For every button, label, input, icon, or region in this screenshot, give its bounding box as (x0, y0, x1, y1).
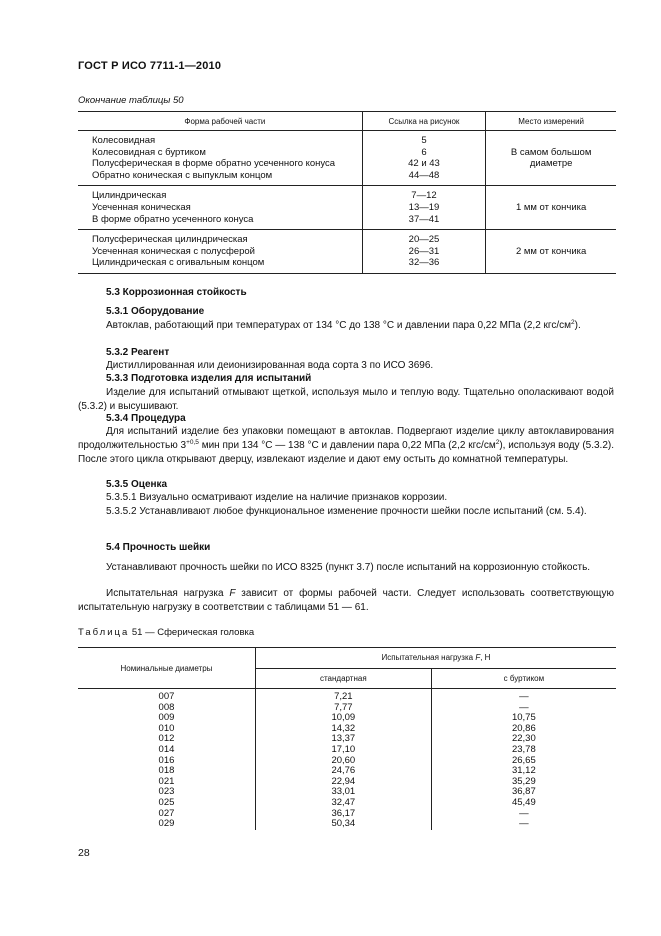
collar-load-cell: — (519, 807, 529, 819)
collar-load-cell: 20,86 (511, 722, 536, 734)
caption-text: 51 — Сферическая головка (129, 627, 255, 638)
place-cell: диаметре (529, 158, 573, 170)
diameter-cell: 010 (158, 722, 175, 734)
collar-load-cell: — (519, 701, 529, 713)
diameter-cell: 012 (158, 733, 175, 745)
form-cell: Усеченная коническая с полусферой (92, 245, 255, 257)
col-header-place: Место измерений (486, 112, 616, 131)
subsection-heading-5-3-4: 5.3.4 Процедура (106, 413, 186, 424)
text-span: Автоклав, работающий при температурах от 134 °С до 138 °С и давлении пара 0,22 МПа (2,2 кгс/см (106, 320, 572, 331)
section-heading-5-3: 5.3 Коррозионная стойкость (106, 287, 247, 298)
ref-cell: 37—41 (408, 213, 440, 225)
paragraph-5-3-2: Дистиллированная или деионизированная вода сорта 3 по ИСО 3696. (106, 360, 434, 371)
collar-column (431, 689, 616, 830)
col-header-collar: с буртиком (431, 668, 616, 689)
col-header-diameters: Номинальные диаметры (78, 648, 255, 689)
text-span: мин при 134 °С — 138 °С и давлении пара 0,22 МПа (2,2 кгс/см (198, 440, 496, 451)
standard-load-cell: 36,17 (331, 807, 356, 819)
standard-load-cell: 10,09 (331, 712, 356, 724)
standard-load-cell: 33,01 (331, 786, 356, 798)
diameter-cell: 018 (158, 765, 175, 777)
form-cell: Усеченная коническая (92, 201, 191, 213)
diameter-cell: 014 (158, 743, 175, 755)
caption-word: Таблица (78, 627, 130, 638)
text-span: ), используя воду (5.3.2). После этого цикла открывают дверцу, извлекают изделие и дают ему остыть до комнатной температуры. (78, 440, 614, 465)
col-header-load (255, 648, 616, 669)
text-span: Испытательная нагрузка (106, 588, 230, 599)
collar-load-cell: — (519, 691, 529, 702)
standard-load-cell: 50,34 (331, 818, 356, 830)
form-cell: Полусферическая в форме обратно усеченного конуса (92, 158, 336, 170)
place-cell: 2 мм от кончика (515, 245, 587, 257)
table-continuation-label: Окончание таблицы 50 (78, 95, 184, 106)
place-cell: 1 мм от кончика (515, 201, 587, 213)
collar-load-cell: 35,29 (511, 775, 536, 787)
ref-cell: 13—19 (408, 201, 440, 213)
text-span: зависит от формы рабочей части. Следует использовать соответствующую испытательную нагрузку в соответствии с таблицами 51 — 61. (78, 588, 614, 613)
diameter-cell: 007 (158, 691, 175, 702)
diameter-cell: 009 (158, 712, 175, 724)
col-header-ref: Ссылка на рисунок (362, 112, 486, 131)
subsection-heading-5-3-1: 5.3.1 Оборудование (106, 306, 205, 317)
diameter-cell: 029 (158, 818, 175, 830)
subsection-heading-5-3-2: 5.3.2 Реагент (106, 347, 170, 358)
symbol-f: F (475, 653, 481, 663)
collar-load-cell: 26,65 (511, 754, 536, 766)
superscript: 2 (571, 319, 575, 326)
place-cell: В самом большом (510, 146, 592, 158)
collar-load-cell: 23,78 (511, 743, 536, 755)
standard-load-cell: 24,76 (331, 765, 356, 777)
standard-load-cell: 7,77 (334, 701, 353, 713)
paragraph-5-3-4 (78, 425, 614, 467)
standard-load-cell: 17,10 (331, 743, 356, 755)
collar-load-cell: 22,30 (511, 733, 536, 745)
symbol-f: F (229, 588, 236, 599)
ref-cell: 20—25 (408, 234, 440, 246)
standard-load-cell: 22,94 (331, 775, 356, 787)
diameter-cell: 027 (158, 807, 175, 819)
table-row (78, 230, 616, 274)
standard-load-cell: 13,37 (331, 733, 356, 745)
table-row (78, 186, 616, 230)
page-header: ГОСТ Р ИСО 7711-1—2010 (78, 60, 222, 72)
form-cell: Колесовидная с буртиком (92, 146, 206, 158)
subsection-heading-5-3-5: 5.3.5 Оценка (106, 479, 168, 490)
col-header-standard: стандартная (255, 668, 431, 689)
collar-load-cell: — (519, 818, 529, 830)
page-number: 28 (78, 847, 90, 859)
paragraph-5-3-5-1: 5.3.5.1 Визуально осматривают изделие на наличие признаков коррозии. (106, 492, 448, 503)
ref-cell: 32—36 (408, 257, 440, 269)
table-50 (78, 111, 616, 274)
form-cell: Полусферическая цилиндрическая (92, 234, 248, 246)
col-header-form: Форма рабочей части (78, 112, 362, 131)
standard-load-cell: 20,60 (331, 754, 356, 766)
text-span: , Н (480, 653, 491, 663)
diameter-cell: 023 (158, 786, 175, 798)
diameter-cell: 021 (158, 775, 175, 787)
paragraph-5-3-3: Изделие для испытаний отмывают щеткой, используя мыло и теплую воду. Тщательно ополаскивают водой (5.3.2) и высушивают. (78, 387, 614, 412)
collar-load-cell: 31,12 (511, 765, 536, 777)
form-cell: Цилиндрическая с огивальным концом (92, 257, 265, 269)
ref-cell: 5 (421, 135, 427, 146)
text-span: Для испытаний изделие без упаковки помещают в автоклав. Подвергают изделие циклу автоклавирования продолжительностью 3 (78, 426, 614, 451)
diameter-cell: 016 (158, 754, 175, 766)
subsection-heading-5-3-3: 5.3.3 Подготовка изделия для испытаний (106, 373, 312, 384)
ref-cell: 42 и 43 (408, 158, 440, 170)
table-row (78, 131, 616, 186)
superscript: +0,5 (186, 439, 199, 446)
ref-cell: 26—31 (408, 245, 440, 257)
paragraph-5-3-1 (78, 319, 614, 333)
diameter-column (78, 689, 255, 830)
form-cell: Цилиндрическая (92, 190, 167, 202)
standard-load-cell: 14,32 (331, 722, 356, 734)
ref-cell: 6 (421, 146, 427, 158)
form-cell: Обратно коническая с выпуклым концом (92, 169, 273, 181)
section-heading-5-4: 5.4 Прочность шейки (106, 542, 211, 553)
diameter-cell: 025 (158, 796, 175, 808)
standard-load-cell: 32,47 (331, 796, 356, 808)
text-span: Испытательная нагрузка (381, 653, 476, 663)
form-cell: В форме обратно усеченного конуса (92, 213, 254, 225)
ref-cell: 7—12 (411, 190, 437, 202)
superscript: 2 (495, 439, 500, 446)
text-span: ). (574, 320, 581, 331)
paragraph-5-3-5-2: 5.3.5.2 Устанавливают любое функциональное изменение прочности шейки после испытаний (см. 5.4). (106, 506, 587, 517)
collar-load-cell: 10,75 (511, 712, 536, 724)
paragraph-5-4-2 (78, 587, 614, 615)
form-cell: Колесовидная (92, 135, 156, 146)
collar-load-cell: 36,87 (511, 786, 536, 798)
paragraph-5-4-1: Устанавливают прочность шейки по ИСО 8325 (пункт 3.7) после испытаний на коррозионную стойкость. (106, 562, 591, 573)
ref-cell: 44—48 (408, 169, 440, 181)
table-51-caption (78, 627, 254, 638)
collar-load-cell: 45,49 (511, 796, 536, 808)
diameter-cell: 008 (158, 701, 175, 713)
standard-column (255, 689, 431, 830)
table-51 (78, 647, 616, 830)
standard-load-cell: 7,21 (334, 691, 353, 702)
